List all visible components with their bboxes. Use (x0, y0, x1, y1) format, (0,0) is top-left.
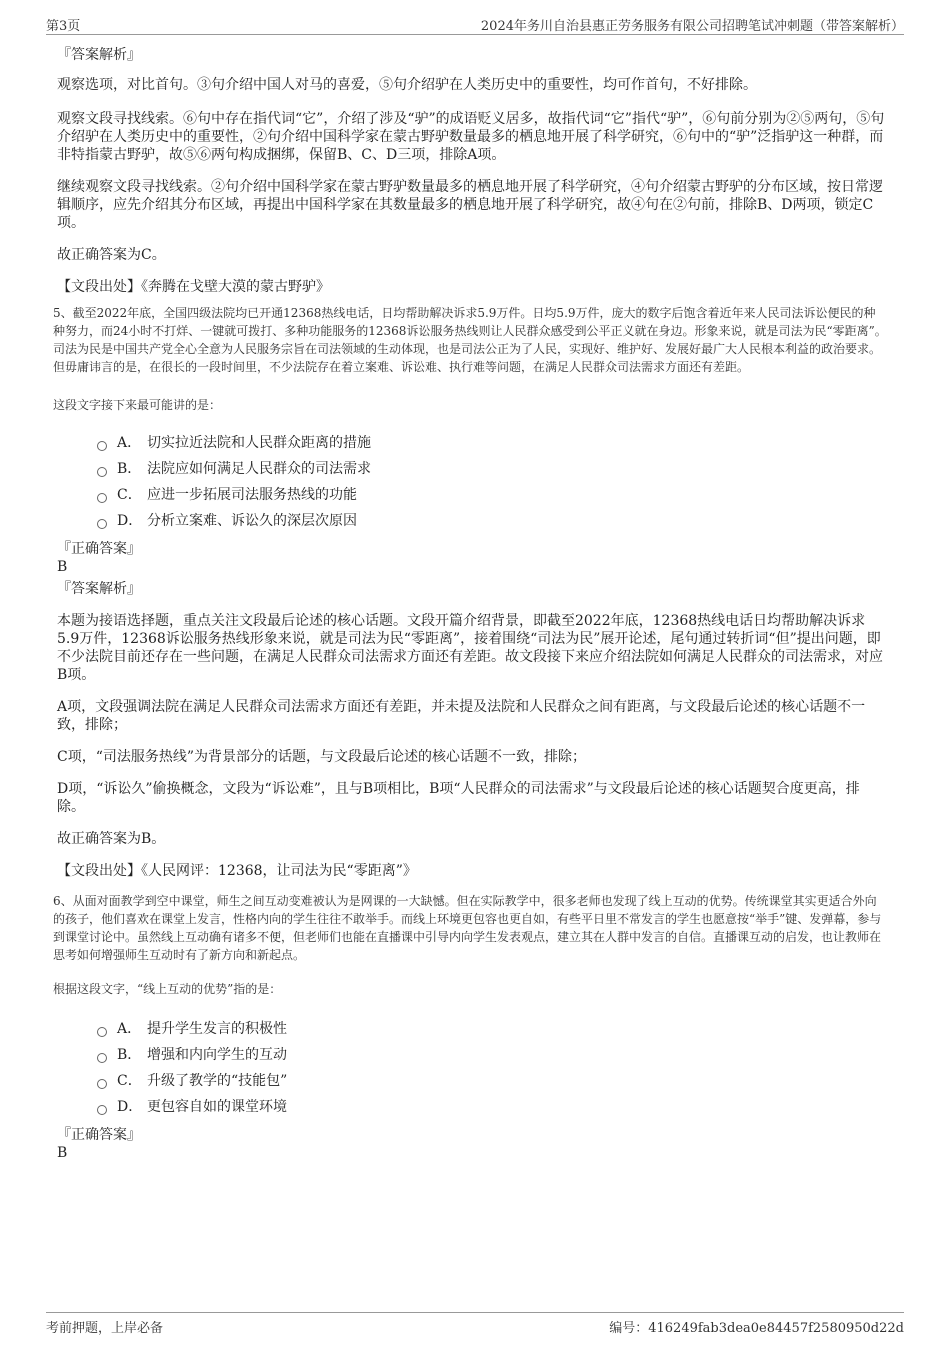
question-5-answer-heading: 『正确答案』 (57, 541, 141, 557)
prev-source: 【文段出处】《奔腾在戈壁大漠的蒙古野驴》 (57, 279, 330, 295)
question-6-prompt: 根据这段文字，“线上互动的优势”指的是： (53, 982, 282, 996)
prev-analysis-paragraph: 继续观察文段寻找线索。②句介绍中国科学家在蒙古野驴数量最多的栖息地开展了科学研究，④句介绍蒙古野驴的分布区域，按日常逻辑顺序，应先介绍其分布区域，再提出中国科学家在其数量最多的栖息地开展了科学研究，故④句在②句前，排除B、D两项，锁定C项。 (57, 179, 883, 231)
page-footer (46, 1312, 904, 1335)
footer-slogan: 考前押题，上岸必备 (46, 1321, 164, 1336)
prev-analysis-paragraph: 观察选项，对比首句。③句介绍中国人对马的喜爱，⑤句介绍驴在人类历史中的重要性，均可作首句，不好排除。 (57, 77, 757, 93)
prev-analysis-conclusion: 故正确答案为C。 (57, 247, 166, 263)
option-c[interactable]: C． 应进一步拓展司法服务热线的功能 (97, 482, 887, 508)
document-id: 编号：416249fab3dea0e84457f2580950d22d (609, 1321, 904, 1336)
question-5-text: 5、截至2022年底，全国四级法院均已开通12368热线电话，日均帮助解决诉求5.9万件。日均5.9万件，庞大的数字后饱含着近年来人民司法诉讼便民的种种努力，而24小时不打烊、一键就可拨打、多种功能服务的12368诉讼服务热线则让人民群众感受到公平正义就在身边。形象来说，就是司法为民“零距离”。司法为民是中国共产党全心全意为人民服务宗旨在司法领域的生动体现，也是司法公正为了人民，实现好、维护好、发展好最广大人民根本利益的政治要求。但毋庸讳言的是，在很长的一段时间里，不少法院存在着立案难、诉讼难、执行难等问题，在满足人民群众司法需求方面还有差距。 (53, 306, 887, 374)
prev-analysis-heading: 『答案解析』 (57, 47, 141, 63)
radio-icon[interactable] (97, 519, 107, 529)
option-b[interactable]: B． 增强和内向学生的互动 (97, 1042, 887, 1068)
question-5-analysis-paragraph: C项，“司法服务热线”为背景部分的话题，与文段最后论述的核心话题不一致，排除； (57, 749, 587, 765)
question-5-analysis-heading: 『答案解析』 (57, 581, 141, 597)
question-6-answer-heading: 『正确答案』 (57, 1127, 141, 1143)
question-5-analysis-paragraph: 本题为接语选择题，重点关注文段最后论述的核心话题。文段开篇介绍背景，即截至2022年底，12368热线电话日均帮助解决诉求5.9万件，12368诉讼服务热线形象来说，就是司法为民“零距离”，接着围绕“司法为民”展开论述，尾句通过转折词“但”提出问题，即不少法院目前还存在一些问题，在满足人民群众司法需求方面还有差距。故文段接下来应介绍法院如何满足人民群众的司法需求，对应B项。 (57, 613, 883, 683)
radio-icon[interactable] (97, 1027, 107, 1037)
radio-icon[interactable] (97, 493, 107, 503)
page-number: 第3页 (46, 19, 81, 34)
question-6-text: 6、从面对面教学到空中课堂，师生之间互动变难被认为是网课的一大缺憾。但在实际教学中，很多老师也发现了线上互动的优势。传统课堂其实更适合外向的孩子，他们喜欢在课堂上发言，性格内向的学生往往不敢举手。而线上环境更包容也更自如，有些平日里不常发言的学生也愿意按“举手”键、发弹幕，参与到课堂讨论中。虽然线上互动确有诸多不便，但老师们也能在直播课中引导内向学生发表观点，建立其在人群中发言的自信。直播课互动的启发，也让教师在思考如何增强师生互动时有了新方向和新起点。 (53, 894, 882, 962)
question-5-prompt: 这段文字接下来最可能讲的是： (53, 398, 222, 412)
prev-analysis-paragraph: 观察文段寻找线索。⑥句中存在指代词“它”，介绍了涉及“驴”的成语贬义居多，故指代词“它”指代“驴”，⑥句前分别为②⑤两句，⑤句介绍驴在人类历史中的重要性，②句介绍中国科学家在蒙古野驴数量最多的栖息地开展了科学研究，⑥句中的“驴”泛指驴这一种群，而非特指蒙古野驴，故⑤⑥两句构成捆绑，保留B、C、D三项，排除A项。 (57, 111, 885, 163)
question-5-options (97, 430, 887, 534)
page-header (46, 12, 904, 35)
question-5-analysis-paragraph: D项，“诉讼久”偷换概念，文段为“诉讼难”，且与B项相比，B项“人民群众的司法需求”与文段最后论述的核心话题契合度更高，排除。 (57, 781, 860, 815)
option-d[interactable]: D． 分析立案难、诉讼久的深层次原因 (97, 508, 887, 534)
radio-icon[interactable] (97, 467, 107, 477)
page-content (53, 46, 887, 1162)
option-d[interactable]: D． 更包容自如的课堂环境 (97, 1094, 887, 1120)
option-c[interactable]: C． 升级了教学的“技能包” (97, 1068, 887, 1094)
option-b[interactable]: B． 法院应如何满足人民群众的司法需求 (97, 456, 887, 482)
question-5-source: 【文段出处】《人民网评：12368，让司法为民“零距离”》 (57, 863, 417, 879)
radio-icon[interactable] (97, 1053, 107, 1063)
document-title: 2024年务川自治县惠正劳务服务有限公司招聘笔试冲刺题（带答案解析） (480, 19, 904, 34)
radio-icon[interactable] (97, 441, 107, 451)
option-a[interactable]: A． 切实拉近法院和人民群众距离的措施 (97, 430, 887, 456)
radio-icon[interactable] (97, 1079, 107, 1089)
question-5-analysis-paragraph: A项，文段强调法院在满足人民群众司法需求方面还有差距，并未提及法院和人民群众之间有距离，与文段最后论述的核心话题不一致，排除； (57, 699, 866, 733)
radio-icon[interactable] (97, 1105, 107, 1115)
question-6-options (97, 1016, 887, 1120)
question-5-analysis-conclusion: 故正确答案为B。 (57, 831, 166, 847)
question-5-answer: B (57, 559, 68, 575)
option-a[interactable]: A． 提升学生发言的积极性 (97, 1016, 887, 1042)
question-6-answer: B (57, 1145, 68, 1161)
